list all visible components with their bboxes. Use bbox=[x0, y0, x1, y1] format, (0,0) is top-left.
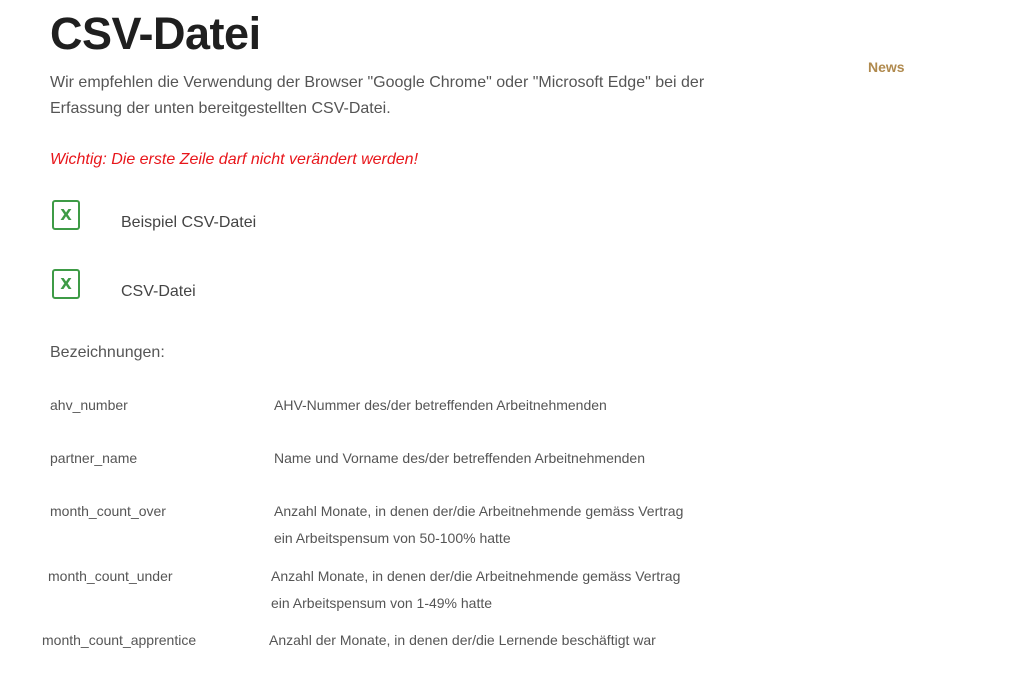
download-csv-link[interactable] bbox=[52, 269, 196, 299]
news-link[interactable]: News bbox=[868, 59, 905, 75]
download-label[interactable]: Beispiel CSV-Datei bbox=[121, 214, 257, 231]
first-row-warning: Wichtig: Die erste Zeile darf nicht verändert werden! bbox=[50, 151, 419, 168]
download-example-csv-link[interactable] bbox=[52, 200, 256, 230]
field-desc-month-count-apprentice: Anzahl der Monate, in denen der/die Lernende beschäftigt war bbox=[269, 632, 656, 648]
field-key-month-count-under: month_count_under bbox=[48, 568, 173, 584]
excel-file-icon[interactable] bbox=[52, 200, 80, 230]
field-desc-month-count-under-line2: ein Arbeitspensum von 1-49% hatte bbox=[271, 595, 493, 611]
field-desc-ahv-number: AHV-Nummer des/der betreffenden Arbeitnehmenden bbox=[274, 397, 607, 413]
field-key-month-count-apprentice: month_count_apprentice bbox=[42, 632, 197, 648]
field-desc-month-count-under-line1: Anzahl Monate, in denen der/die Arbeitnehmende gemäss Vertrag bbox=[271, 568, 681, 584]
browser-recommendation-text: Wir empfehlen die Verwendung der Browser "Google Chrome" oder "Microsoft Edge" bei der Erfassung der unten bereitgestellten CSV-Datei. bbox=[50, 74, 705, 117]
field-definitions-heading: Bezeichnungen: bbox=[50, 344, 165, 361]
field-key-month-count-over: month_count_over bbox=[50, 503, 166, 519]
excel-file-icon[interactable] bbox=[52, 269, 80, 299]
page-title: CSV-Datei bbox=[50, 8, 261, 59]
field-key-ahv-number: ahv_number bbox=[50, 397, 128, 413]
excel-x-glyph: X bbox=[60, 274, 72, 293]
excel-x-glyph: X bbox=[60, 205, 72, 224]
field-desc-month-count-over-line1: Anzahl Monate, in denen der/die Arbeitnehmende gemäss Vertrag bbox=[274, 503, 684, 519]
field-desc-month-count-over-line2: ein Arbeitspensum von 50-100% hatte bbox=[274, 530, 511, 546]
field-key-partner-name: partner_name bbox=[50, 450, 138, 466]
field-desc-partner-name: Name und Vorname des/der betreffenden Arbeitnehmenden bbox=[274, 450, 645, 466]
download-label[interactable]: CSV-Datei bbox=[121, 283, 196, 300]
